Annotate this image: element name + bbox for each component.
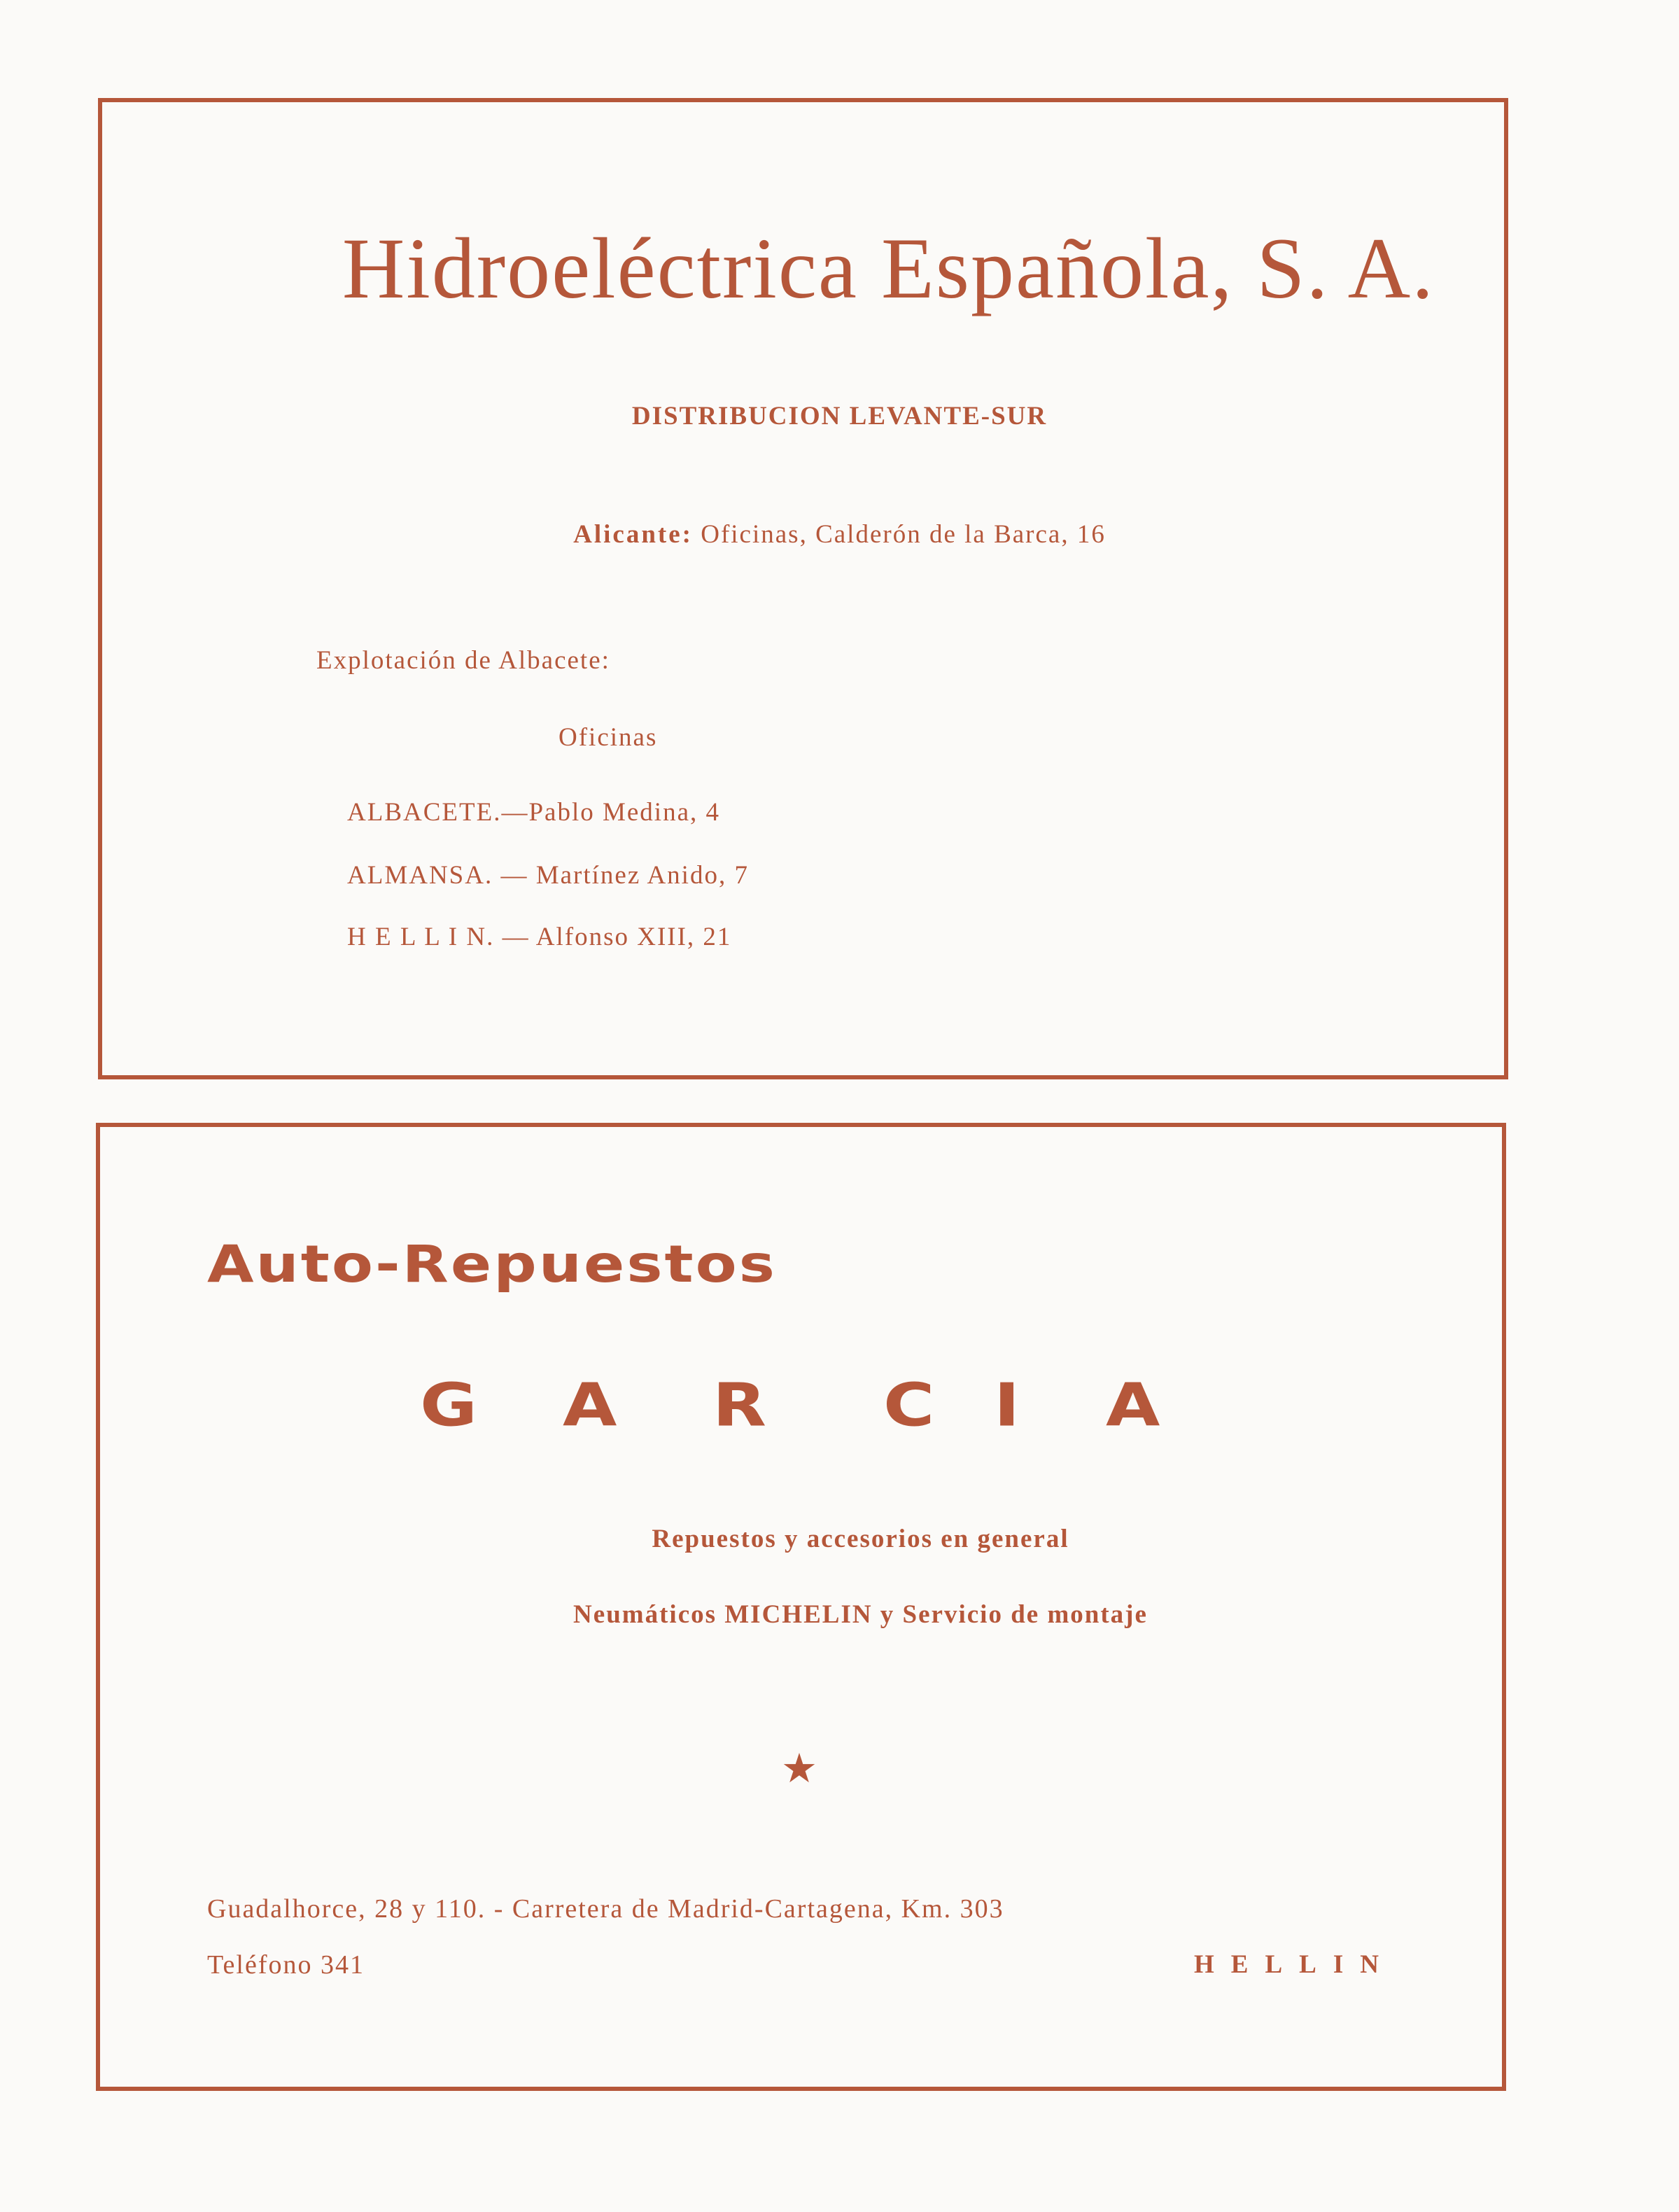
alicante-address: Oficinas, Calderón de la Barca, 16 bbox=[701, 520, 1106, 549]
garcia-letter: G bbox=[420, 1370, 478, 1440]
garcia-letter: A bbox=[1106, 1370, 1160, 1440]
address-line: Guadalhorce, 28 y 110. - Carretera de Madrid-Cartagena, Km. 303 bbox=[207, 1894, 1004, 1924]
city-name: HELLIN bbox=[1194, 1950, 1396, 1979]
telephone-line: Teléfono 341 bbox=[207, 1950, 365, 1980]
ad-auto-repuestos-title: Auto-Repuestos bbox=[207, 1235, 777, 1295]
oficinas-heading: Oficinas bbox=[559, 723, 658, 752]
office-hellin: H E L L I N. — Alfonso XIII, 21 bbox=[347, 923, 732, 951]
ad-hidroelectrica-subtitle: DISTRIBUCION LEVANTE-SUR bbox=[631, 402, 1048, 430]
office-albacete: ALBACETE.—Pablo Medina, 4 bbox=[347, 798, 721, 827]
star-icon: ★ bbox=[781, 1744, 817, 1792]
office-almansa: ALMANSA. — Martínez Anido, 7 bbox=[347, 861, 749, 890]
garcia-letter: R bbox=[712, 1370, 767, 1440]
services-line-2: Neumáticos MICHELIN y Servicio de montaje bbox=[573, 1600, 1148, 1629]
garcia-letter: C bbox=[883, 1370, 935, 1440]
services-line-1: Repuestos y accesorios en general bbox=[652, 1525, 1069, 1553]
explotacion-heading: Explotación de Albacete: bbox=[316, 646, 610, 675]
garcia-letter: A bbox=[563, 1370, 617, 1440]
alicante-label: Alicante: bbox=[573, 520, 693, 549]
alicante-office-line bbox=[0, 522, 1679, 547]
ad-hidroelectrica-title: Hidroeléctrica Española, S. A. bbox=[342, 220, 1435, 316]
garcia-name bbox=[420, 1370, 1190, 1446]
garcia-letter: I bbox=[994, 1370, 1020, 1440]
